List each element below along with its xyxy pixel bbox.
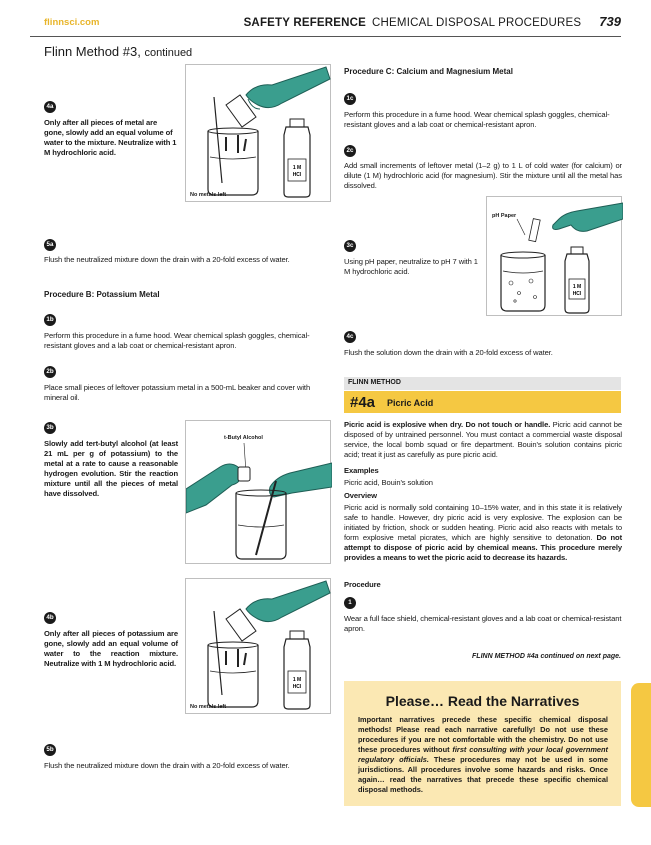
site-link[interactable]: flinnsci.com — [44, 17, 100, 28]
step-badge-4b: 4b — [44, 612, 56, 624]
figure-4b — [185, 578, 331, 714]
flinn-method-label: FLINN METHOD — [348, 379, 401, 386]
step-badge-1b: 1b — [44, 314, 56, 326]
section-label: SAFETY REFERENCE — [243, 17, 367, 29]
step-4b-text: Only after all pieces of potassium are gone, slowly add an equal volume of water to the reaction mixture. Neutralize with 1 M hydrochloric acid. — [44, 629, 178, 668]
beaker-hand-bottle-illustration-2 — [186, 579, 332, 715]
step-badge-1: 1 — [344, 597, 356, 609]
overview-heading: Overview — [344, 491, 377, 500]
figure-3b — [185, 420, 331, 564]
narratives-callout — [344, 681, 621, 806]
step-4a-text: Only after all pieces of metal are gone, slowly add an equal volume of water to the mixture. Neutralize with 1 M hydrochloric acid. — [44, 118, 177, 157]
bottle-label-line1: 1 M — [292, 165, 302, 171]
overview-warning: Do not attempt to dispose of picric acid by chemical means. This procedure merely provides a means to wet the picric acid to decrease its hazards. — [344, 533, 622, 562]
page-number: 739 — [599, 14, 621, 29]
subtitle-main: Flinn Method #3, — [44, 44, 141, 59]
procedure-c-heading: Procedure C: Calcium and Magnesium Metal — [344, 67, 513, 76]
step-badge-2c: 2c — [344, 145, 356, 157]
page-header — [0, 0, 651, 40]
step-5a-text: Flush the neutralized mixture down the drain with a 20-fold excess of water. — [44, 255, 290, 264]
step-badge-3c: 3c — [344, 240, 356, 252]
figure-4a — [185, 64, 331, 202]
picric-intro-bold: Picric acid is explosive when dry. Do not touch or handle. — [344, 420, 551, 429]
examples-heading: Examples — [344, 466, 379, 475]
examples-text: Picric acid, Bouin's solution — [344, 478, 433, 487]
running-head — [244, 14, 621, 29]
step-2b-text: Place small pieces of leftover potassium metal in a 500-mL beaker and cover with mineral oil. — [44, 383, 311, 402]
overview-body: Picric acid is normally sold containing 10–15% water, and in this state it is relatively safe to handle. However, dry picric acid is very explosive. The explosion can be initiated by friction, shock or sudden heating. Picric acid also reacts with metals to form explosive metal picrates, which are highly sensitive to detonation. — [344, 503, 622, 542]
step-badge-3b: 3b — [44, 422, 56, 434]
procedure-heading: Procedure — [344, 580, 381, 589]
picric-intro — [344, 420, 622, 460]
alcohol-addition-illustration — [186, 421, 332, 565]
procedure-b-heading: Procedure B: Potassium Metal — [44, 290, 160, 299]
step-badge-4c: 4c — [344, 331, 356, 343]
flinn-method-number: #4a — [350, 394, 376, 411]
beaker-hand-bottle-illustration — [186, 65, 332, 203]
flinn-method-title: Picric Acid — [387, 398, 434, 408]
continued-note: FLINN METHOD #4a continued on next page. — [472, 653, 621, 660]
step-badge-4a: 4a — [44, 101, 56, 113]
bottle-label-line1: 1 M — [572, 284, 582, 290]
bottle-label-line2: HCl — [292, 172, 302, 178]
chapter-label: CHEMICAL DISPOSAL PROCEDURES — [372, 17, 582, 29]
narratives-p2: These procedures may not be used in some jurisdictions. All procedures involve some hazards and risks. Once again… read the narratives that precede these specific chemical disposal methods. — [358, 755, 608, 794]
bottle-label-line1: 1 M — [292, 677, 302, 683]
overview-text — [344, 503, 622, 563]
step-badge-2b: 2b — [44, 366, 56, 378]
step-1-text: Wear a full face shield, chemical-resistant gloves and a lab coat or chemical-resistant apron. — [344, 614, 622, 633]
step-5b-text: Flush the neutralized mixture down the drain with a 20-fold excess of water. — [44, 761, 290, 770]
picric-intro-rest: Picric acid cannot be disposed of by untrained personnel. You must contact a commercial waste disposal service, the local bomb squad or fire department. Bouin's solution contains picric acid; treat it just as carefully as pure picric acid. — [344, 420, 622, 459]
narratives-body — [358, 715, 608, 795]
header-rule — [30, 36, 621, 37]
step-3c-text: Using pH paper, neutralize to pH 7 with 1 M hydrochloric acid. — [344, 257, 478, 276]
flinn-method-title-bar — [344, 391, 621, 413]
step-badge-5a: 5a — [44, 239, 56, 251]
figure-3c-caption: pH Paper — [492, 213, 517, 219]
step-badge-5b: 5b — [44, 744, 56, 756]
section-thumb-tab — [631, 683, 651, 807]
bottle-label-line2: HCl — [572, 291, 582, 297]
page-subtitle — [44, 44, 192, 59]
bottle-label-line2: HCl — [292, 684, 302, 690]
figure-3c — [486, 196, 622, 316]
figure-4b-caption: No metals left — [190, 704, 227, 710]
step-badge-1c: 1c — [344, 93, 356, 105]
figure-3b-caption: t-Butyl Alcohol — [224, 435, 263, 441]
narratives-title: Please… Read the Narratives — [385, 693, 580, 709]
step-1b-text: Perform this procedure in a fume hood. Wear chemical splash goggles, chemical-resistant gloves and a lab coat or chemical-resistant apron. — [44, 331, 310, 350]
step-2c-text: Add small increments of leftover metal (1–2 g) to 1 L of cold water (for calcium) or dilute (1 M) hydrochloric acid (for magnesium). Stir the mixture until all the metal has dissolved. — [344, 161, 622, 190]
narratives-p1: Important narratives precede these specific chemical disposal methods! Please read each narrative carefully! Do not use these procedures if you are not comfortable with the chemistry. Do not use these procedures without — [358, 715, 608, 754]
step-4c-text: Flush the solution down the drain with a 20-fold excess of water. — [344, 348, 553, 357]
step-1c-text: Perform this procedure in a fume hood. Wear chemical splash goggles, chemical-resistant gloves and a lab coat or chemical-resistant apron. — [344, 110, 610, 129]
step-3b-text: Slowly add tert-butyl alcohol (at least 21 mL per g of potassium) to the metal at a rate to cause a reasonable hydrogen evolution. Stir the reaction mixture until all the pieces of metal have dissolved. — [44, 439, 178, 498]
figure-4a-caption: No metals left — [190, 192, 227, 198]
narratives-emphasis: first consulting with your local government regulatory officials. — [358, 745, 608, 764]
flinn-method-band — [344, 377, 621, 390]
subtitle-suffix: continued — [144, 47, 193, 59]
